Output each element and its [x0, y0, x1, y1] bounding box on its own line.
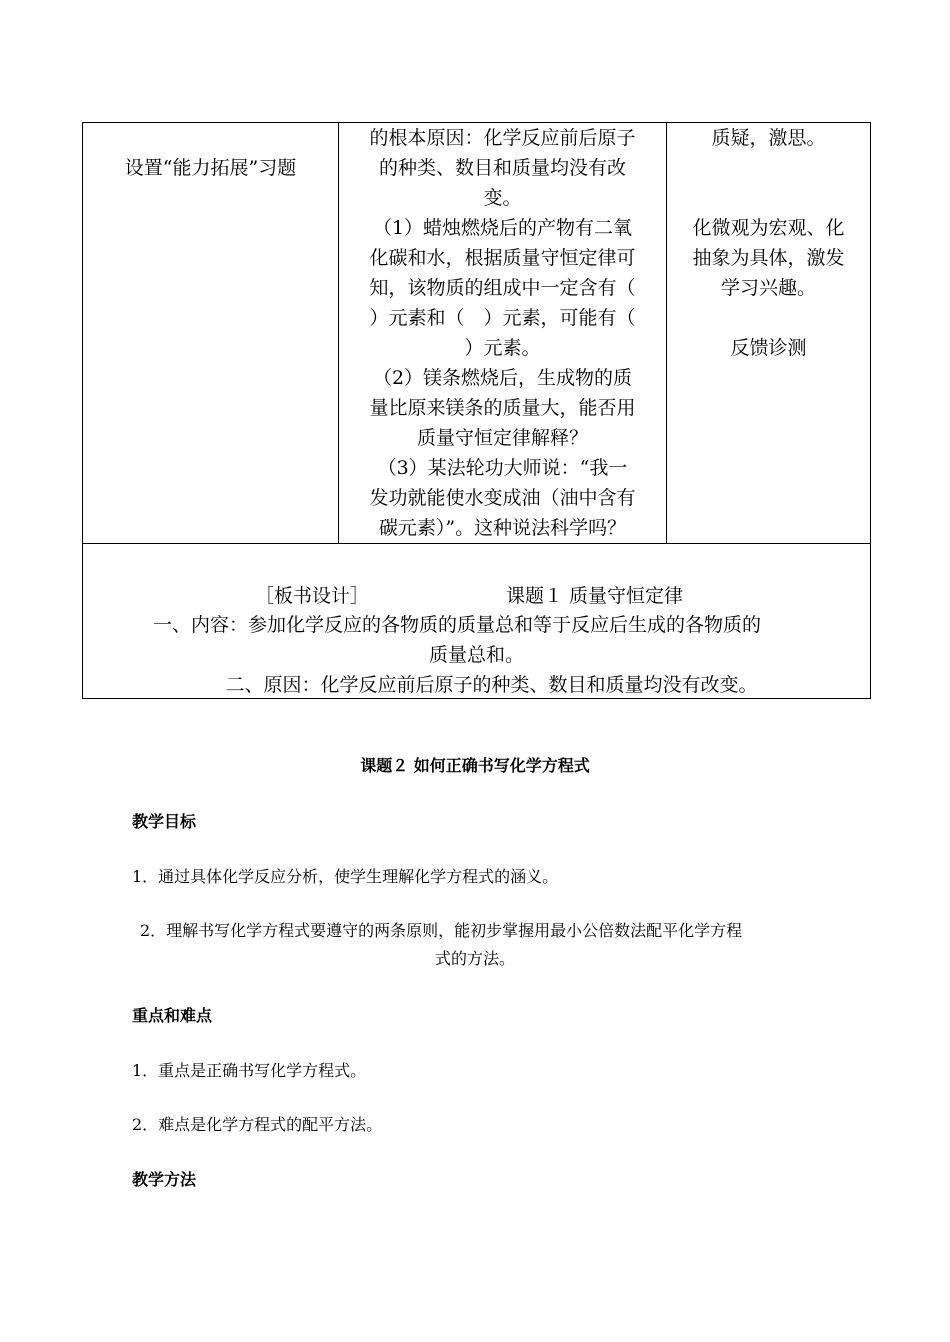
content-line: 变。	[483, 187, 522, 209]
content-line: 量比原来镁条的质量大，能否用	[369, 397, 636, 419]
goal-item-continuation: 式的方法。	[434, 949, 515, 968]
intent-line: 抽象为具体，激发	[692, 247, 845, 269]
key-point-item: 1．重点是正确书写化学方程式。	[132, 1061, 367, 1080]
board-title: 课题１ 质量守恒定律	[506, 585, 684, 607]
board-design-cell	[83, 544, 871, 699]
content-line: 碳元素）”。这种说法科学吗？	[378, 517, 627, 539]
intent-line: 学习兴趣。	[720, 277, 816, 299]
methods-heading: 教学方法	[132, 1170, 197, 1189]
content-line: 发功就能使水变成油（油中含有	[369, 487, 636, 509]
intent-line: 质疑，激思。	[711, 127, 826, 149]
intent-line: 化微观为宏观、化	[692, 217, 845, 239]
content-line: 化碳和水，根据质量守恒定律可	[369, 247, 636, 269]
key-points-heading: 重点和难点	[132, 1006, 213, 1025]
board-line: 二、原因：化学反应前后原子的种类、数目和质量均没有改变。	[225, 674, 758, 696]
content-line: 知，该物质的组成中一定含有（	[369, 277, 636, 299]
board-label: ［板书设计］	[255, 585, 370, 607]
board-line: 质量总和。	[428, 644, 524, 666]
content-line: ）元素和（ ）元素，可能有（	[369, 307, 636, 329]
activity-cell	[83, 123, 339, 544]
intent-cell	[667, 123, 871, 544]
table-row	[83, 544, 871, 699]
table-row	[83, 123, 871, 544]
content-cell	[339, 123, 667, 544]
content-line: （3）某法轮功大师说：“我一	[377, 457, 628, 479]
goal-item: 2．理解书写化学方程式要遵守的两条原则，能初步掌握用最小公倍数法配平化学方程	[140, 921, 743, 940]
content-line: 的种类、数目和质量均没有改	[378, 157, 626, 179]
content-line: （1）蜡烛燃烧后的产物有二氧	[372, 217, 633, 239]
content-line: （2）镁条燃烧后，生成物的质	[372, 367, 633, 389]
activity-text: 设置“能力拓展”习题	[124, 157, 297, 179]
intent-line: 反馈诊测	[730, 337, 807, 359]
goals-heading: 教学目标	[132, 812, 197, 831]
board-line: 一、内容：参加化学反应的各物质的质量总和等于反应后生成的各物质的	[153, 614, 762, 636]
section-title: 课题２ 如何正确书写化学方程式	[360, 756, 590, 775]
content-line: 质量守恒定律解释？	[416, 427, 588, 449]
key-point-item: 2．难点是化学方程式的配平方法。	[132, 1115, 383, 1134]
lesson-table	[82, 122, 871, 699]
content-line: 的根本原因：化学反应前后原子	[369, 127, 636, 149]
goal-item: 1．通过具体化学反应分析，使学生理解化学方程式的涵义。	[132, 867, 559, 886]
content-line: ）元素。	[464, 337, 541, 359]
